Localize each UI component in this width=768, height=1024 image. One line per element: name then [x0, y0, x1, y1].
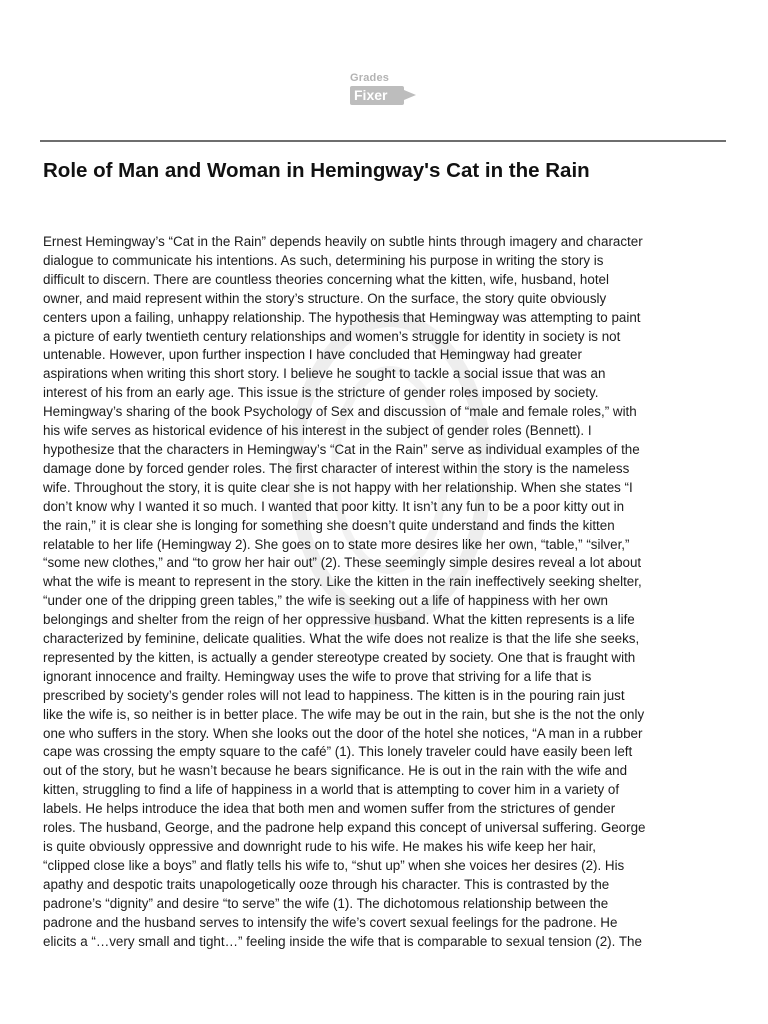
- essay-body: [43, 233, 733, 951]
- body-line: wife. Throughout the story, it is quite clear she is not happy with her relationship. When she states “I: [43, 479, 633, 495]
- body-line: untenable. However, upon further inspection I have concluded that Hemingway had greater: [43, 347, 582, 363]
- body-line: apathy and despotic traits unapologetically ooze through his character. This is contrasted by the: [43, 876, 610, 892]
- body-line: roles. The husband, George, and the padrone help expand this concept of universal suffering. George: [43, 820, 646, 836]
- body-line: labels. He helps introduce the idea that both men and women suffer from the strictures of gender: [43, 801, 616, 817]
- body-line: the rain,” it is clear she is longing for something she doesn’t quite understand and finds the kitten: [43, 517, 615, 533]
- body-line: interest of his from an early age. This issue is the stricture of gender roles imposed by society.: [43, 385, 599, 401]
- body-line: kitten, struggling to find a life of happiness in a world that is attempting to cover him in a variety of: [43, 782, 620, 798]
- body-line: aspirations when writing this short story. I believe he sought to tackle a social issue that was an: [43, 366, 606, 382]
- body-line: “some new clothes,” and “to grow her hair out” (2). These seemingly simple desires reveal a lot about: [43, 555, 642, 571]
- body-line: “clipped close like a boys” and flatly tells his wife to, “shut up” when she voices her desires (2). His: [43, 857, 625, 873]
- page-title: Role of Man and Woman in Hemingway's Cat in the Rain: [43, 159, 590, 182]
- logo-top-word: Grades: [350, 72, 390, 84]
- body-line: his wife serves as historical evidence of his interest in the subject of gender roles (Bennett). I: [43, 423, 592, 439]
- body-line: Ernest Hemingway’s “Cat in the Rain” depends heavily on subtle hints through imagery and character: [43, 234, 643, 249]
- body-line: belongings and shelter from the reign of her oppressive husband. What the kitten represents is a life: [43, 612, 635, 628]
- body-line: centers upon a failing, unhappy relationship. The hypothesis that Hemingway was attempting to paint: [43, 309, 641, 325]
- body-line: relatable to her life (Hemingway 2). She goes on to state more desires like her own, “table,” “silver,”: [43, 536, 630, 552]
- body-line: elicits a “…very small and tight…” feeling inside the wife that is comparable to sexual tension (2). The: [43, 933, 642, 949]
- body-line: difficult to discern. There are countless theories concerning what the kitten, wife, husband, hotel: [43, 271, 609, 287]
- body-line: one who suffers in the story. When she looks out the door of the hotel she notices, “A man in a rubber: [43, 725, 643, 741]
- body-line: like the wife is, so neither is in better place. The wife may be out in the rain, but she is the not the only: [43, 706, 645, 722]
- body-line: owner, and maid represent within the story’s structure. On the surface, the story quite obviously: [43, 290, 607, 306]
- body-line: padrone’s “dignity” and desire “to serve” the wife (1). The dichotomous relationship between the: [43, 895, 609, 911]
- body-line: what the wife is meant to represent in the story. Like the kitten in the rain ineffectively seeking shelter,: [43, 574, 642, 590]
- body-line: ignorant innocence and frailty. Hemingway uses the wife to prove that striving for a life that is: [43, 668, 592, 684]
- body-line: represented by the kitten, is actually a gender stereotype created by society. One that is fraught with: [43, 649, 636, 665]
- header-divider: [40, 140, 726, 142]
- body-line: Hemingway’s sharing of the book Psychology of Sex and discussion of “male and female roles,” with: [43, 404, 637, 420]
- body-line: “under one of the dripping green tables,” the wife is seeking out a life of happiness with her own: [43, 593, 608, 609]
- body-line: hypothesize that the characters in Hemingway’s “Cat in the Rain” serve as individual examples of the: [43, 441, 640, 457]
- logo-box-word: Fixer: [354, 87, 388, 103]
- body-line: don’t know why I wanted it so much. I wanted that poor kitty. It isn’t any fun to be a poor kitty out in: [43, 498, 625, 514]
- gradesfixer-logo[interactable]: [346, 72, 424, 108]
- body-line: characterized by feminine, delicate qualities. What the wife does not realize is that the life she seeks,: [43, 631, 640, 647]
- body-line: out of the story, but he wasn’t because he bears significance. He is out in the rain with the wife and: [43, 763, 628, 779]
- body-line: a picture of early twentieth century relationships and women’s struggle for identity in society is not: [43, 328, 621, 344]
- body-line: is quite obviously oppressive and downright rude to his wife. He makes his wife keep her hair,: [43, 839, 597, 854]
- body-line: prescribed by society’s gender roles will not lead to happiness. The kitten is in the pouring rain just: [43, 687, 625, 703]
- body-line: damage done by forced gender roles. The first character of interest within the story is the nameless: [43, 460, 630, 476]
- body-line: padrone and the husband serves to intensify the wife’s covert sexual feelings for the padrone. He: [43, 914, 618, 930]
- body-line: dialogue to communicate his intentions. As such, determining his purpose in writing the story is: [43, 252, 604, 268]
- logo-box: [350, 86, 404, 105]
- pencil-icon: [404, 90, 416, 100]
- body-line: cape was crossing the empty square to the café” (1). This lonely traveler could have easily been left: [43, 744, 633, 760]
